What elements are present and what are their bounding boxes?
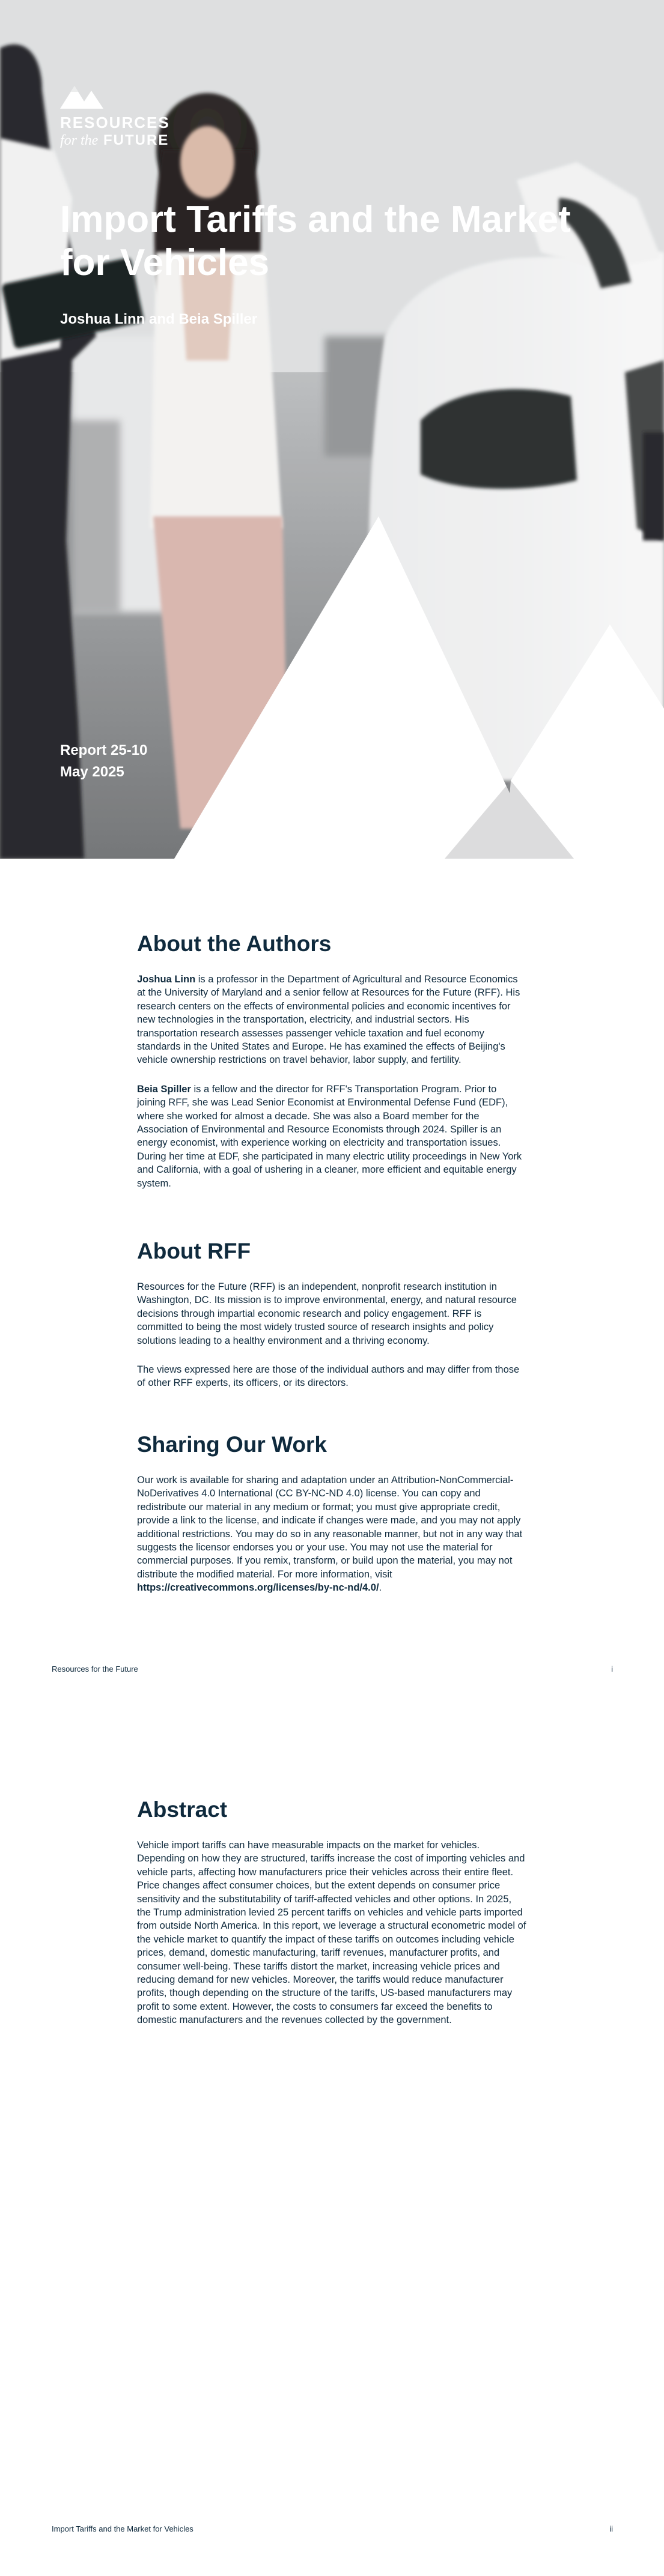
logo-line-resources: RESOURCES (60, 113, 170, 132)
logo-line-future (60, 132, 170, 149)
spiller-bio (137, 1083, 528, 1190)
about-rff-paragraph-2: The views expressed here are those of the individual authors and may differ from those of other RFF experts, its officers, or its directors. (137, 1364, 520, 1389)
sharing-after-link: . (379, 1582, 382, 1594)
report-authors: Joshua Linn and Beia Spiller (60, 311, 258, 327)
page-footer-ii (52, 2524, 613, 2533)
about-authors-section (137, 931, 528, 1206)
footer-page-number: ii (609, 2524, 613, 2533)
abstract-section (137, 1797, 528, 2043)
sharing-text: Our work is available for sharing and adaptation under an Attribution-NonCommercial-NoDerivatives 4.0 International (CC BY-NC-ND 4.0) license. You can copy and redistribute our material in any medium or format; you must give appropriate credit, provide a link to the license, and indicate if changes were made, and you may not apply additional restrictions. You may do so in any reasonable manner, but not in any way that suggests the licensor endorses you or your use. You may not use the material for commercial purposes. If you remix, transform, or build upon the material, you may not distribute the modified material. For more information, visit (137, 1475, 523, 1580)
footer-page-number: i (611, 1664, 613, 1673)
spiller-name: Beia Spiller (137, 1083, 191, 1095)
about-rff-paragraph-1: Resources for the Future (RFF) is an independent, nonprofit research institution in Washington, DC. Its mission is to improve environmental, energy, and natural resource decisions through impartial economic research and policy engagement. RFF is committed to being the most widely trusted source of research insights and policy solutions leading to a healthy environment and a thriving economy. (137, 1281, 517, 1346)
sharing-section (137, 1432, 528, 1610)
abstract-heading: Abstract (137, 1797, 228, 1822)
report-date: May 2025 (60, 764, 124, 780)
rff-logo (60, 81, 170, 149)
linn-bio (137, 973, 528, 1067)
report-info (60, 740, 147, 783)
about-authors-heading: About the Authors (137, 931, 332, 956)
sharing-paragraph (137, 1474, 528, 1595)
mountain-logo-icon (60, 81, 103, 109)
linn-bio-text: is a professor in the Department of Agricultural and Resource Economics at the University of Maryland and a senior fellow at Resources for the Future (RFF). His research centers on the effects of environmental policies and economic incentives for new technologies in the transportation, electricity, and industrial sectors. His transportation research assesses passenger vehicle taxation and fuel economy standards in the United States and Europe. He has examined the effects of Beijing's vehicle ownership restrictions on travel behavior, labor supply, and fertility. (137, 974, 520, 1066)
report-title: Import Tariffs and the Market for Vehicles (60, 199, 571, 283)
page-footer-i (52, 1664, 613, 1673)
logo-future: FUTURE (103, 132, 169, 148)
abstract-text: Vehicle import tariffs can have measurable impacts on the market for vehicles. Depending on how they are structured, tariffs increase the cost of importing vehicles and vehicle parts, affecting how manufacturers price their vehicles across their entire fleet. Price changes affect consumer choices, but the extent depends on consumer price sensitivity and the substitutability of tariff-affected vehicles and other options. In 2025, the Trump administration levied 25 percent tariffs on vehicles and vehicle parts imported from outside North America. In this report, we leverage a structural econometric model of the vehicle market to quantify the impact of these tariffs on outcomes including vehicle prices, demand, domestic manufacturing, tariff revenues, manufacturer profits, and consumer well-being. These tariffs distort the market, increasing vehicle prices and reducing demand for new vehicles. Moreover, the tariffs would reduce manufacturer profits, though depending on the structure of the tariffs, US-based manufacturers may profit to some extent. However, the costs to consumers far exceed the benefits to domestic manufacturers and the revenues collected by the government. (137, 1840, 526, 2026)
about-rff-section (137, 1238, 528, 1406)
logo-for-the: for the (60, 133, 99, 148)
footer-org: Resources for the Future (52, 1664, 138, 1673)
report-number: Report 25-10 (60, 742, 148, 758)
sharing-heading: Sharing Our Work (137, 1432, 327, 1457)
spiller-bio-text: is a fellow and the director for RFF's Transportation Program. Prior to joining RFF, she was Lead Senior Economist at Environmental Defense Fund (EDF), where she worked for almost a decade. She was also a Board member for the Association of Environmental and Resource Economists through 2024. Spiller is an energy economist, with experience working on electricity and transportation issues. During her time at EDF, she participated in many electric utility proceedings in New York and California, with a goal of ushering in a cleaner, more efficient and equitable energy system. (137, 1083, 522, 1189)
linn-name: Joshua Linn (137, 974, 196, 985)
cover-page (0, 0, 664, 859)
about-rff-heading: About RFF (137, 1239, 251, 1263)
footer-report-title: Import Tariffs and the Market for Vehicles (52, 2524, 193, 2533)
license-link[interactable]: https://creativecommons.org/licenses/by-nc-nd/4.0/ (137, 1582, 379, 1594)
